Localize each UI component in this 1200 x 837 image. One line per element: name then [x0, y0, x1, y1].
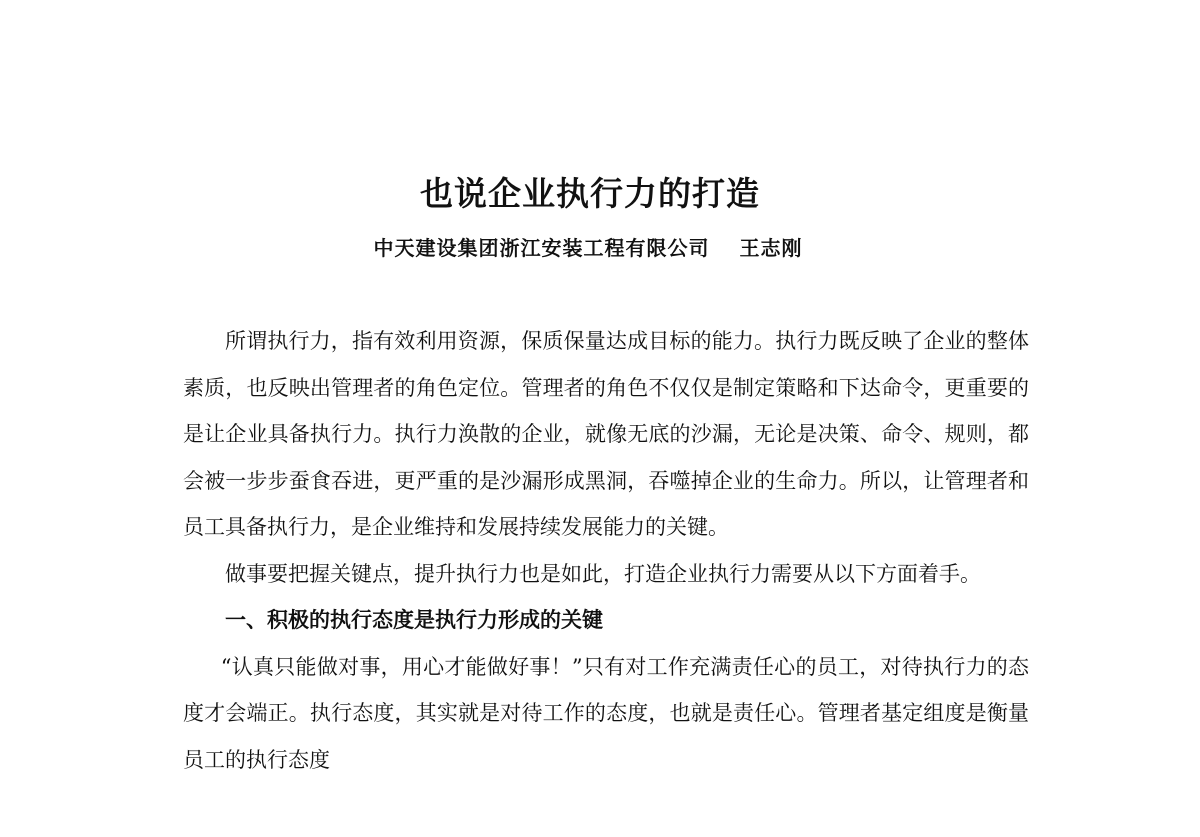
paragraph-attitude: “认真只能做对事，用心才能做好事！”只有对工作充满责任心的员工，对待执行力的态度才会端正。执行态度，其实就是对待工作的态度，也就是责任心。管理者基定组度是衡量员工的执行态度: [183, 654, 1029, 772]
byline-author: 王志刚: [739, 236, 803, 260]
document-title: 也说企业执行力的打造: [420, 174, 760, 213]
document-body: [183, 318, 1029, 783]
paragraph-approach: 做事要把握关键点，提升执行力也是如此，打造企业执行力需要从以下方面着手。: [225, 561, 981, 586]
byline-company: 中天建设集团浙江安装工程有限公司: [373, 236, 710, 260]
paragraph-intro: 所谓执行力，指有效利用资源，保质保量达成目标的能力。执行力既反映了企业的整体素质，也反映出管理者的角色定位。管理者的角色不仅仅是制定策略和下达命令，更重要的是让企业具备执行力。执行力涣散的企业，就像无底的沙漏，无论是决策、命令、规则，都会被一步步蚕食吞进，更严重的是沙漏形成黑洞，吞噬掉企业的生命力。所以，让管理者和员工具备执行力，是企业维持和发展持续发展能力的关键。: [183, 329, 1029, 539]
section-heading: 一、积极的执行态度是执行力形成的关键: [225, 607, 603, 632]
byline: [0, 232, 1176, 261]
